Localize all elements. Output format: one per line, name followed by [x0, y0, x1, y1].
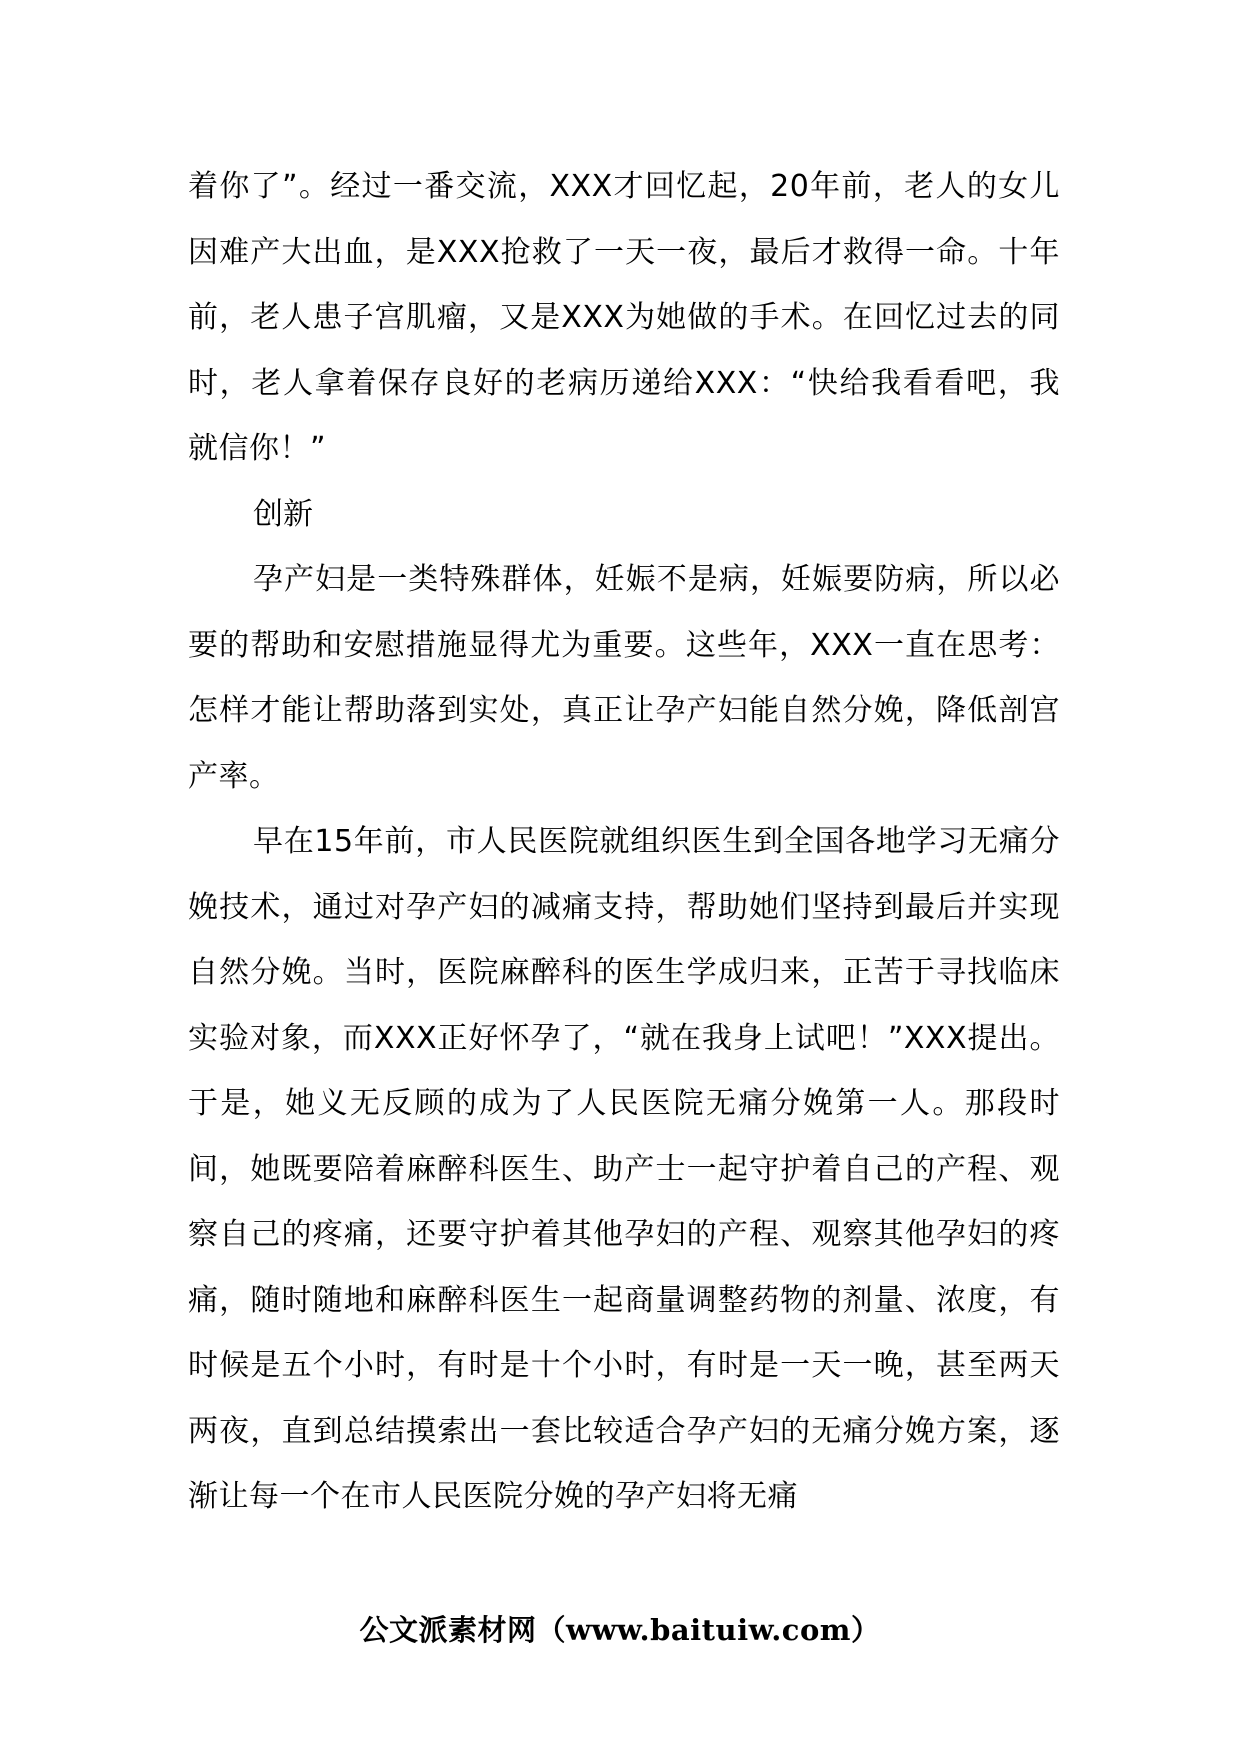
paragraph-innovation: 孕产妇是一类特殊群体，妊娠不是病，妊娠要防病，所以必要的帮助和安慰措施显得尤为重要。这些年，XXX一直在思考：怎样才能让帮助落到实处，真正让孕产妇能自然分娩，降低剖宫产率。: [188, 562, 1060, 794]
paragraph-continuation: 着你了”。经过一番交流，XXX才回忆起，20年前，老人的女儿因难产大出血，是XXX抢救了一天一夜，最后才救得一命。十年前，老人患子宫肌瘤，又是XXX为她做的手术。在回忆过去的同时，老人拿着保存良好的老病历递给XXX：“快给我看看吧，我就信你！”: [188, 169, 1060, 466]
footer-watermark: 公文派素材网（www.baituiw.com）: [359, 1613, 881, 1647]
paragraph-painless-delivery: 早在15年前，市人民医院就组织医生到全国各地学习无痛分娩技术，通过对孕产妇的减痛支持，帮助她们坚持到最后并实现自然分娩。当时，医院麻醉科的医生学成归来，正苦于寻找临床实验对象，而XXX正好怀孕了，“就在我身上试吧！”XXX提出。于是，她义无反顾的成为了人民医院无痛分娩第一人。那段时间，她既要陪着麻醉科医生、助产士一起守护着自己的产程、观察自己的疼痛，还要守护着其他孕妇的产程、观察其他孕妇的疼痛，随时随地和麻醉科医生一起商量调整药物的剂量、浓度，有时候是五个小时，有时是十个小时，有时是一天一晚，甚至两天两夜，直到总结摸索出一套比较适合孕产妇的无痛分娩方案，逐渐让每一个在市人民医院分娩的孕产妇将无痛: [188, 824, 1060, 1514]
section-heading: 创新: [253, 496, 313, 532]
document-body: [188, 154, 1060, 1530]
